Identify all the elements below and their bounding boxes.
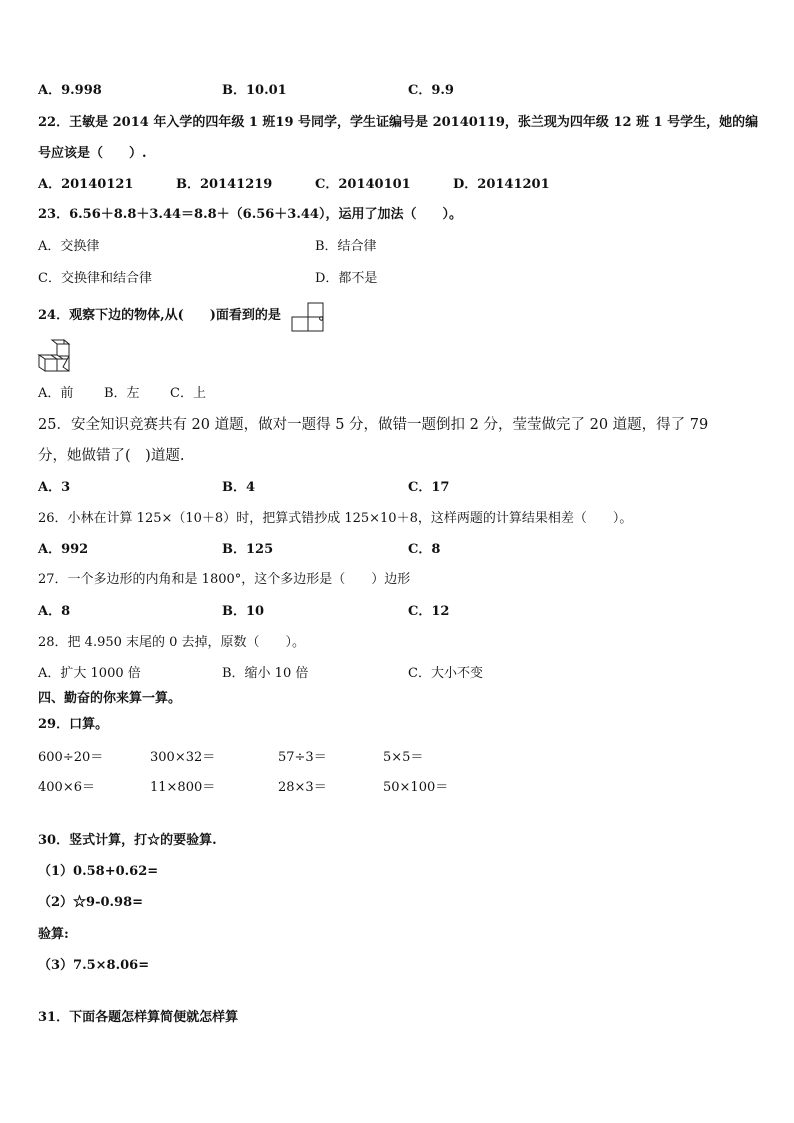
q22-option-c: C．20140101	[315, 177, 411, 192]
q30-part-3: （3）7.5×8.06=	[38, 958, 150, 973]
q30-part-1: （1）0.58+0.62=	[38, 864, 159, 879]
q26-option-c: C．8	[408, 542, 441, 557]
q25-option-b: B．4	[222, 480, 256, 495]
q27-option-c: C．12	[408, 604, 450, 619]
q23-option-c: C．交换律和结合律	[38, 271, 152, 286]
q23-option-d: D．都不是	[315, 271, 378, 286]
q29-item: 57÷3＝	[278, 750, 327, 765]
q29-item: 400×6＝	[38, 780, 95, 795]
q28-option-a: A．扩大 1000 倍	[38, 666, 141, 681]
q29-item: 50×100＝	[383, 780, 449, 795]
q25-option-a: A．3	[38, 480, 71, 495]
q22-option-d: D．20141201	[453, 177, 550, 192]
q29-item: 11×800＝	[150, 780, 216, 795]
q22-option-b: B．20141219	[176, 177, 273, 192]
q24-option-a: A．前	[38, 386, 74, 401]
q30-part-2: （2）☆9-0.98=	[38, 895, 144, 910]
q23-option-a: A．交换律	[38, 239, 100, 254]
q26-option-a: A．992	[38, 542, 89, 557]
q22-stem-line2: 号应该是（ ）.	[38, 146, 147, 161]
q30-stem: 30．竖式计算，打☆的要验算.	[38, 833, 217, 848]
q21-option-c: C．9.9	[408, 83, 454, 98]
q26-stem: 26．小林在计算 125×（10＋8）时，把算式错抄成 125×10＋8，这样两题的计算结果相差（ ）。	[38, 511, 633, 526]
q21-option-a: A．9.998	[38, 83, 102, 98]
q23-stem: 23．6.56＋8.8＋3.44＝8.8＋（6.56＋3.44），运用了加法（ ）。	[38, 207, 462, 222]
q29-item: 5×5＝	[383, 750, 424, 765]
q24-view-shape	[291, 302, 325, 332]
q24-stem-end: 。	[318, 308, 332, 323]
q24-cube-object	[37, 338, 71, 372]
q26-option-b: B．125	[222, 542, 274, 557]
section-heading: 四、勤奋的你来算一算。	[38, 691, 182, 706]
q24-option-b: B．左	[104, 386, 140, 401]
q27-stem: 27．一个多边形的内角和是 1800°，这个多边形是（ ）边形	[38, 572, 411, 587]
q22-option-a: A．20140121	[38, 177, 134, 192]
q28-stem: 28．把 4.950 末尾的 0 去掉，原数（ ）。	[38, 635, 306, 650]
q24-option-c: C．上	[170, 386, 206, 401]
q22-stem-line1: 22．王敏是 2014 年入学的四年级 1 班19 号同学，学生证编号是 20140119，张兰现为四年级 12 班 1 号学生，她的编	[38, 115, 759, 130]
q25-stem-line2: 分，她做错了( )道题.	[38, 448, 185, 464]
q29-item: 28×3＝	[278, 780, 327, 795]
q27-option-a: A．8	[38, 604, 71, 619]
q28-option-b: B．缩小 10 倍	[222, 666, 309, 681]
q25-stem-line1: 25．安全知识竞赛共有 20 道题，做对一题得 5 分，做错一题倒扣 2 分，莹莹做完了 20 道题，得了 79	[38, 417, 709, 433]
q24-stem-text: 24．观察下边的物体,从( )面看到的是	[38, 308, 281, 323]
q25-option-c: C．17	[408, 480, 450, 495]
q28-option-c: C．大小不变	[408, 666, 483, 681]
q27-option-b: B．10	[222, 604, 265, 619]
q21-option-b: B．10.01	[222, 83, 287, 98]
q24-stem	[38, 307, 332, 325]
q29-item: 300×32＝	[150, 750, 216, 765]
q23-option-b: B．结合律	[315, 239, 377, 254]
q30-check-label: 验算:	[38, 927, 69, 942]
q29-item: 600÷20＝	[38, 750, 104, 765]
q29-stem: 29．口算。	[38, 717, 109, 732]
q31-stem: 31．下面各题怎样算简便就怎样算	[38, 1010, 239, 1025]
